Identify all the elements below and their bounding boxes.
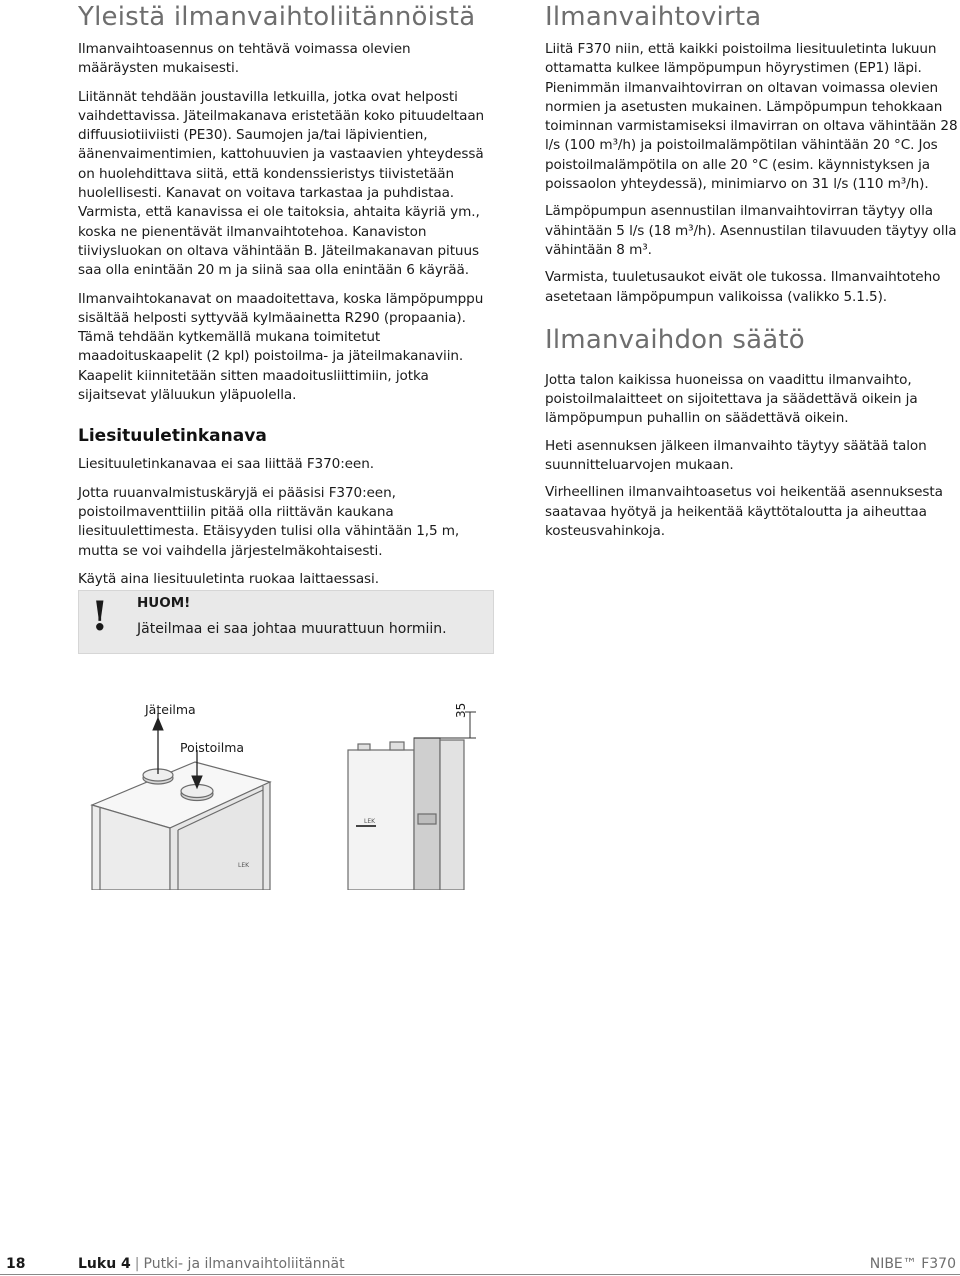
paragraph: Ilmanvaihtoasennus on tehtävä voimassa olevien määräysten mukaisesti. [78, 41, 411, 77]
section-heading-adjustment: Ilmanvaihdon säätö [545, 324, 805, 355]
paragraph: Lämpöpumpun asennustilan ilmanvaihtovirran täytyy olla vähintään 5 l/s (18 m³/h). Asennustilan tilavuuden täytyy olla vähintään 8 m³. [545, 203, 957, 258]
heat-pump-unit-front [348, 738, 464, 890]
note-text: Jäteilmaa ei saa johtaa muurattuun hormiin. [137, 621, 447, 637]
paragraph: Ilmanvaihtokanavat on maadoitettava, koska lämpöpumppu sisältää helposti syttyvää kylmäainetta R290 (propaania). Tämä tehdään kytkemällä mukana toimitetut maadoituskaapelit (2 kpl) poistoilma- ja jäteilmakanaviin. Kaapelit kiinnitetään sitten maadoitusliittimiin, jotka sijaitsevat yläluukun yläpuolella. [78, 290, 484, 404]
footer-rule [0, 1274, 960, 1275]
exclamation-icon: ! [91, 593, 109, 640]
paragraph: Jotta talon kaikissa huoneissa on vaadittu ilmanvaihto, poistoilmalaitteet on sijoitettava ja säädettävä oikein ja lämpöpumpun puhallin on säädettävä oikein. [545, 371, 918, 427]
paragraph: Varmista, tuuletusaukot eivät ole tukossa. Ilmanvaihtoteho asetetaan lämpöpumpun valikoissa (valikko 5.1.5). [545, 269, 941, 305]
label-exhaust-air: Jäteilma [145, 702, 196, 717]
paragraph: Liitännät tehdään joustavilla letkuilla, jotka ovat helposti vaihdettavissa. Jäteilmakanava eristetään koko pituudeltaan diffuusiotiiviisti (PE30). Saumojen ja/tai läpivientien, äänenvaimentimien, kattohuuvien ja vastaavien yhteydessä on huolehdittava siitä, että kondenssieristys tiivistetään huolellisesti. Kanavat on voitava tarkastaa ja puhdistaa. Varmista, että kanavissa ei ole taitoksia, ahtaita käyriä ym., koska ne pienentävät ilmanvaihtotehoa. Kanaviston tiiviysluokan on oltava vähintään B. Jäteilmakanavan pituus saa olla enintään 20 m ja siinä saa olla enintään 6 käyrää. [78, 88, 485, 279]
paragraph: Jotta ruuanvalmistuskäryjä ei pääsisi F370:een, poistoilmaventtiilin pitää olla riittävän kaukana liesituulettimesta. Etäisyyden tulisi olla vähintään 1,5 m, mutta se voi vaihdella järjestelmäkohtaisesti. [78, 484, 460, 559]
paragraph: Liesituuletinkanavaa ei saa liittää F370:een. [78, 456, 374, 473]
label-extract-air: Poistoilma [180, 740, 245, 755]
right-column [545, 0, 960, 541]
caution-note [78, 590, 494, 654]
note-title: HUOM! [137, 595, 191, 611]
section-heading-airflow: Ilmanvaihtovirta [545, 2, 762, 32]
page-number: 18 [6, 1256, 26, 1272]
subheading-cooker-hood: Liesituuletinkanava [78, 426, 267, 447]
paragraph: Liitä F370 niin, että kaikki poistoilma liesituuletinta lukuun ottamatta kulkee lämpöpumpun höyrystimen (EP1) läpi. Pienimmän ilmanvaihtovirran on oltavan voimassa olevien normien ja asetusten mukainen. Lämpöpumpun tehokkaan toiminnan varmistamiseksi ilmavirran on oltava vähintään 28 l/s (100 m³/h) ja poistoilmalämpötilan vähintään 20 °C. Jos poistoilmalämpötila on alle 20 °C (esim. käynnistyksen ja poissaolon yhteydessä), minimiarvo on 31 l/s (110 m³/h). [545, 41, 958, 193]
chapter-title: Putki- ja ilmanvaihtoliitännät [143, 1256, 345, 1272]
unit-plate-text: LEK [238, 862, 250, 869]
heat-pump-figure [0, 690, 960, 890]
dimension-value: 35 [454, 702, 468, 718]
chapter-number: Luku 4 [78, 1256, 131, 1272]
paragraph: Heti asennuksen jälkeen ilmanvaihto täytyy säätää talon suunnitteluarvojen mukaan. [545, 437, 927, 474]
heat-pump-unit-iso [92, 762, 270, 890]
separator: | [134, 1256, 140, 1272]
chapter-reference [78, 1256, 345, 1272]
paragraph: Virheellinen ilmanvaihtoasetus voi heikentää asennuksesta saatavaa hyötyä ja heikentää käyttötaloutta ja aiheuttaa kosteusvahinkoja. [545, 484, 943, 539]
paragraph: Käytä aina liesituuletinta ruokaa laittaessasi. [78, 570, 379, 587]
section-heading-general: Yleistä ilmanvaihtoliitännöistä [78, 2, 476, 32]
left-column [78, 0, 493, 589]
unit-plate-text: LEK [364, 818, 376, 825]
page-footer [0, 1252, 960, 1276]
brand-product: NIBE™ F370 [869, 1256, 956, 1272]
